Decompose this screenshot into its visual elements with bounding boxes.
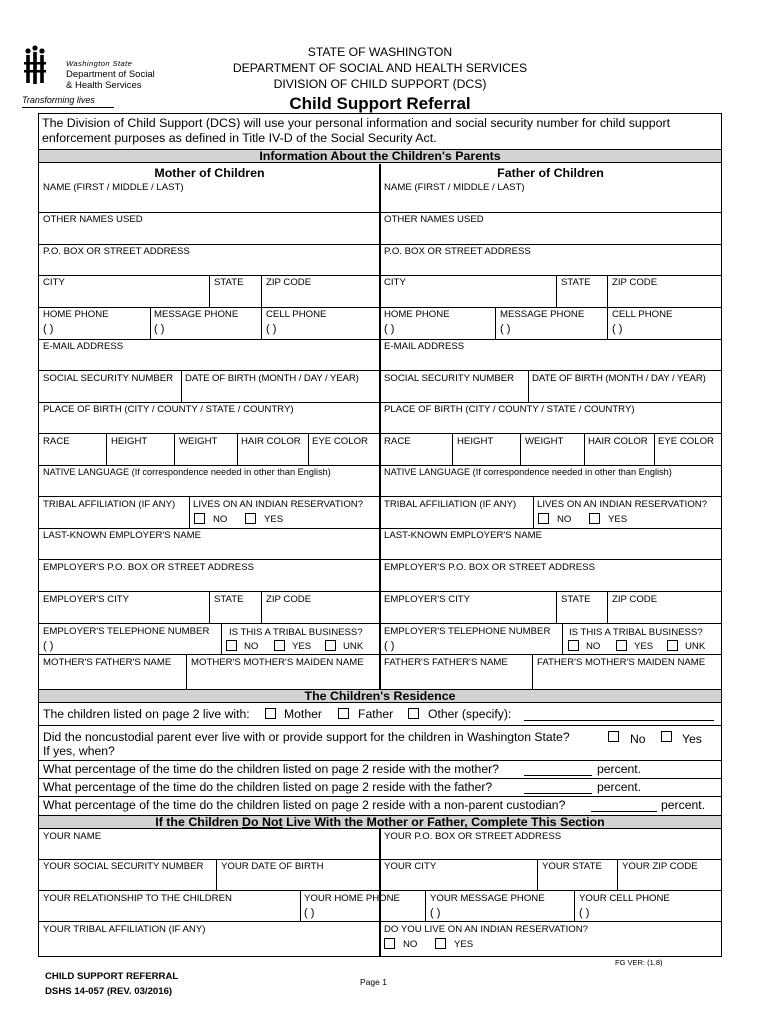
pct-nonparent-line[interactable] bbox=[591, 811, 657, 812]
mother-reservation-yes-label: YES bbox=[264, 514, 284, 525]
custodian-title-underline: Do Not bbox=[242, 815, 283, 829]
cell-divider bbox=[520, 433, 521, 465]
father-city-label: CITY bbox=[384, 277, 406, 288]
logo-tagline: Transforming lives bbox=[22, 95, 95, 105]
father-heading: Father of Children bbox=[497, 166, 604, 180]
mother-employer-label: LAST-KNOWN EMPLOYER'S NAME bbox=[43, 530, 202, 541]
cell-divider bbox=[532, 654, 533, 689]
mother-tribal-business-yes-label: YES bbox=[292, 641, 312, 652]
father-employer-label: LAST-KNOWN EMPLOYER'S NAME bbox=[384, 530, 543, 541]
pct-father-line[interactable] bbox=[524, 793, 592, 794]
mother-employer-phone-label: EMPLOYER'S TELEPHONE NUMBER bbox=[43, 626, 210, 637]
father-reservation-no-checkbox[interactable] bbox=[538, 513, 549, 524]
father-employer-city-label: EMPLOYER'S CITY bbox=[384, 594, 471, 605]
father-weight-label: WEIGHT bbox=[525, 436, 564, 447]
header-state: STATE OF WASHINGTON bbox=[307, 45, 453, 59]
live-with-mother-label: Mother bbox=[284, 707, 322, 721]
father-home-area-code: ( ) bbox=[384, 323, 395, 335]
header-department: DEPARTMENT OF SOCIAL AND HEALTH SERVICES bbox=[232, 61, 528, 75]
live-with-father-checkbox[interactable] bbox=[338, 708, 349, 719]
cell-divider bbox=[556, 275, 557, 307]
support-yes-label: Yes bbox=[682, 732, 702, 746]
mother-state-label: STATE bbox=[214, 277, 244, 288]
row-line bbox=[39, 244, 721, 245]
father-mother-maiden-label: FATHER'S MOTHER'S MAIDEN NAME bbox=[537, 657, 706, 668]
cell-divider bbox=[308, 433, 309, 465]
father-employer-area-code: ( ) bbox=[384, 640, 395, 652]
mother-pob-label: PLACE OF BIRTH (CITY / COUNTY / STATE / COUNTRY) bbox=[43, 404, 294, 415]
mother-tribal-business-no-label: NO bbox=[244, 641, 259, 652]
your-home-phone-label: YOUR HOME PHONE bbox=[304, 893, 400, 904]
cell-divider bbox=[209, 275, 210, 307]
father-reservation-yes-label: YES bbox=[608, 514, 628, 525]
mother-home-area-code: ( ) bbox=[43, 323, 54, 335]
mother-message-area-code: ( ) bbox=[154, 323, 165, 335]
your-city-label: YOUR CITY bbox=[384, 861, 437, 872]
mother-tribal-label: TRIBAL AFFILIATION (IF ANY) bbox=[43, 499, 176, 510]
row-line bbox=[39, 370, 721, 371]
mother-other-names-label: OTHER NAMES USED bbox=[43, 214, 143, 225]
cell-divider bbox=[607, 275, 608, 307]
mother-reservation-no-checkbox[interactable] bbox=[194, 513, 205, 524]
column-divider bbox=[379, 164, 381, 689]
row-line bbox=[39, 623, 721, 624]
row-line bbox=[39, 796, 721, 797]
father-employer-address-label: EMPLOYER'S P.O. BOX OR STREET ADDRESS bbox=[384, 562, 596, 573]
mother-home-phone-label: HOME PHONE bbox=[43, 309, 109, 320]
father-zip-label: ZIP CODE bbox=[612, 277, 658, 288]
father-tribal-business-no-label: NO bbox=[586, 641, 601, 652]
father-cell-phone-label: CELL PHONE bbox=[612, 309, 673, 320]
form-title: Child Support Referral bbox=[289, 94, 471, 113]
row-line bbox=[39, 307, 721, 308]
logo-underline bbox=[22, 107, 114, 108]
your-relationship-label: YOUR RELATIONSHIP TO THE CHILDREN bbox=[43, 893, 232, 904]
mother-tribal-business-yes-checkbox[interactable] bbox=[274, 640, 285, 651]
your-message-phone-label: YOUR MESSAGE PHONE bbox=[430, 893, 545, 904]
father-tribal-business-yes-label: YES bbox=[634, 641, 654, 652]
father-tribal-business-unk-checkbox[interactable] bbox=[667, 640, 678, 651]
support-when-question: If yes, when? bbox=[43, 744, 115, 758]
row-line bbox=[39, 725, 721, 726]
mother-reservation-yes-checkbox[interactable] bbox=[245, 513, 256, 524]
father-tribal-business-label: IS THIS A TRIBAL BUSINESS? bbox=[569, 627, 703, 638]
father-home-phone-label: HOME PHONE bbox=[384, 309, 450, 320]
cell-divider bbox=[584, 433, 585, 465]
cell-divider bbox=[261, 307, 262, 339]
cell-divider bbox=[425, 890, 426, 921]
row-line bbox=[39, 528, 721, 529]
cell-divider bbox=[607, 307, 608, 339]
cell-divider bbox=[654, 433, 655, 465]
cell-divider bbox=[537, 859, 538, 890]
father-reservation-label: LIVES ON AN INDIAN RESERVATION? bbox=[537, 499, 708, 510]
father-state-label: STATE bbox=[561, 277, 591, 288]
custodian-title-pre: If the Children bbox=[155, 815, 243, 829]
cell-divider bbox=[216, 859, 217, 890]
row-line bbox=[39, 921, 721, 922]
parents-section-title: Information About the Children's Parents bbox=[39, 149, 721, 163]
father-cell-area-code: ( ) bbox=[612, 323, 623, 335]
row-line bbox=[39, 212, 721, 213]
father-employer-phone-label: EMPLOYER'S TELEPHONE NUMBER bbox=[384, 626, 551, 637]
mother-employer-address-label: EMPLOYER'S P.O. BOX OR STREET ADDRESS bbox=[43, 562, 255, 573]
custodian-section-title bbox=[39, 815, 721, 829]
father-tribal-business-unk-label: UNK bbox=[685, 641, 706, 652]
mother-ssn-label: SOCIAL SECURITY NUMBER bbox=[43, 373, 174, 384]
row-line bbox=[39, 654, 721, 655]
mother-tribal-business-unk-checkbox[interactable] bbox=[325, 640, 336, 651]
mother-tribal-business-label: IS THIS A TRIBAL BUSINESS? bbox=[229, 627, 363, 638]
your-address-label: YOUR P.O. BOX OR STREET ADDRESS bbox=[384, 831, 562, 842]
cell-divider bbox=[261, 275, 262, 307]
row-line bbox=[39, 402, 721, 403]
pct-mother-question: What percentage of the time do the children listed on page 2 reside with the mother? bbox=[43, 762, 499, 776]
your-dob-label: YOUR DATE OF BIRTH bbox=[221, 861, 324, 872]
footer-page-number: Page 1 bbox=[360, 977, 387, 987]
father-dob-label: DATE OF BIRTH (MONTH / DAY / YEAR) bbox=[532, 373, 706, 384]
residence-section-title: The Children's Residence bbox=[39, 689, 721, 703]
support-yes-checkbox[interactable] bbox=[661, 731, 672, 742]
father-other-names-label: OTHER NAMES USED bbox=[384, 214, 484, 225]
father-message-phone-label: MESSAGE PHONE bbox=[500, 309, 585, 320]
cell-divider bbox=[300, 890, 301, 921]
father-employer-state-label: STATE bbox=[561, 594, 591, 605]
your-reservation-yes-checkbox[interactable] bbox=[435, 938, 446, 949]
father-pob-label: PLACE OF BIRTH (CITY / COUNTY / STATE / COUNTRY) bbox=[384, 404, 635, 415]
logo-dept-text-2: & Health Services bbox=[66, 80, 142, 91]
father-height-label: HEIGHT bbox=[457, 436, 494, 447]
logo-text-block bbox=[22, 44, 172, 114]
live-with-other-label: Other (specify): bbox=[428, 707, 512, 721]
cell-divider bbox=[150, 307, 151, 339]
cell-divider bbox=[181, 370, 182, 402]
father-father-name-label: FATHER'S FATHER'S NAME bbox=[384, 657, 508, 668]
mother-city-label: CITY bbox=[43, 277, 65, 288]
your-state-label: YOUR STATE bbox=[542, 861, 602, 872]
mother-height-label: HEIGHT bbox=[111, 436, 148, 447]
father-language-label: NATIVE LANGUAGE (If correspondence needed in other than English) bbox=[384, 467, 672, 477]
mother-tribal-business-unk-label: UNK bbox=[343, 641, 364, 652]
your-message-area-code: ( ) bbox=[430, 907, 441, 919]
support-question: Did the noncustodial parent ever live with or provide support for the children in Washington State? bbox=[43, 730, 570, 744]
father-hair-label: HAIR COLOR bbox=[588, 436, 648, 447]
footer-form-name: CHILD SUPPORT REFERRAL bbox=[45, 971, 179, 982]
fg-version: FG VER: (1.8) bbox=[615, 958, 663, 967]
father-email-label: E-MAIL ADDRESS bbox=[384, 341, 465, 352]
mother-message-phone-label: MESSAGE PHONE bbox=[154, 309, 239, 320]
your-zip-label: YOUR ZIP CODE bbox=[622, 861, 698, 872]
mother-employer-area-code: ( ) bbox=[43, 640, 54, 652]
cell-divider bbox=[533, 496, 534, 528]
your-cell-phone-label: YOUR CELL PHONE bbox=[579, 893, 670, 904]
mother-tribal-business-no-checkbox[interactable] bbox=[226, 640, 237, 651]
footer-form-number: DSHS 14-057 (REV. 03/2016) bbox=[45, 986, 173, 997]
cell-divider bbox=[556, 591, 557, 623]
cell-divider bbox=[189, 496, 190, 528]
cell-divider bbox=[574, 890, 575, 921]
live-with-father-label: Father bbox=[358, 707, 394, 721]
mother-eye-label: EYE COLOR bbox=[312, 436, 368, 447]
row-line bbox=[39, 496, 721, 497]
cell-divider bbox=[495, 307, 496, 339]
mother-mother-maiden-label: MOTHER'S MOTHER'S MAIDEN NAME bbox=[191, 657, 364, 668]
your-reservation-no-checkbox[interactable] bbox=[384, 938, 395, 949]
cell-divider bbox=[261, 591, 262, 623]
mother-reservation-no-label: NO bbox=[213, 514, 228, 525]
row-line bbox=[39, 890, 721, 891]
mother-email-label: E-MAIL ADDRESS bbox=[43, 341, 124, 352]
custodian-title-post: Live With the Mother or Father, Complete This Section bbox=[282, 815, 605, 829]
mother-address-label: P.O. BOX OR STREET ADDRESS bbox=[43, 246, 190, 257]
pct-mother-line[interactable] bbox=[524, 775, 592, 776]
cell-divider bbox=[562, 623, 563, 654]
cell-divider bbox=[607, 591, 608, 623]
pct-father-unit: percent. bbox=[597, 780, 642, 794]
cell-divider bbox=[452, 433, 453, 465]
your-name-label: YOUR NAME bbox=[43, 831, 102, 842]
father-reservation-no-label: NO bbox=[557, 514, 572, 525]
row-line bbox=[39, 465, 721, 466]
mother-weight-label: WEIGHT bbox=[179, 436, 218, 447]
mother-employer-state-label: STATE bbox=[214, 594, 244, 605]
other-specify-line[interactable] bbox=[524, 720, 714, 721]
mother-name-label: NAME (FIRST / MIDDLE / LAST) bbox=[43, 182, 184, 193]
row-line bbox=[39, 591, 721, 592]
mother-heading: Mother of Children bbox=[154, 166, 265, 180]
father-tribal-label: TRIBAL AFFILIATION (IF ANY) bbox=[384, 499, 517, 510]
intro-text: The Division of Child Support (DCS) will use your personal information and social security number for child support enforcement purposes as defined in Title IV-D of the Social Security Act. bbox=[42, 116, 671, 145]
cell-divider bbox=[209, 591, 210, 623]
logo-state-text: Washington State bbox=[66, 59, 133, 68]
row-line bbox=[39, 433, 721, 434]
your-reservation-label: DO YOU LIVE ON AN INDIAN RESERVATION? bbox=[384, 924, 589, 935]
cell-divider bbox=[174, 433, 175, 465]
father-reservation-yes-checkbox[interactable] bbox=[589, 513, 600, 524]
live-with-other-checkbox[interactable] bbox=[408, 708, 419, 719]
pct-mother-unit: percent. bbox=[597, 762, 642, 776]
cell-divider bbox=[186, 654, 187, 689]
cell-divider bbox=[528, 370, 529, 402]
your-reservation-yes-label: YES bbox=[454, 939, 474, 950]
support-no-label: No bbox=[630, 732, 646, 746]
pct-father-question: What percentage of the time do the children listed on page 2 reside with the father? bbox=[43, 780, 493, 794]
mother-reservation-label: LIVES ON AN INDIAN RESERVATION? bbox=[193, 499, 364, 510]
father-race-label: RACE bbox=[384, 436, 411, 447]
father-address-label: P.O. BOX OR STREET ADDRESS bbox=[384, 246, 531, 257]
mother-employer-zip-label: ZIP CODE bbox=[266, 594, 312, 605]
support-no-checkbox[interactable] bbox=[608, 731, 619, 742]
live-with-mother-checkbox[interactable] bbox=[265, 708, 276, 719]
row-line bbox=[39, 339, 721, 340]
father-message-area-code: ( ) bbox=[500, 323, 511, 335]
mother-language-label: NATIVE LANGUAGE (If correspondence needed in other than English) bbox=[43, 467, 331, 477]
pct-nonparent-unit: percent. bbox=[661, 798, 706, 812]
your-tribal-label: YOUR TRIBAL AFFILIATION (IF ANY) bbox=[43, 924, 206, 935]
your-cell-area-code: ( ) bbox=[579, 907, 590, 919]
father-ssn-label: SOCIAL SECURITY NUMBER bbox=[384, 373, 515, 384]
your-reservation-no-label: NO bbox=[403, 939, 418, 950]
row-line bbox=[39, 760, 721, 761]
mother-dob-label: DATE OF BIRTH (MONTH / DAY / YEAR) bbox=[185, 373, 359, 384]
father-tribal-business-no-checkbox[interactable] bbox=[568, 640, 579, 651]
pct-nonparent-question: What percentage of the time do the children listed on page 2 reside with a non-parent custodian? bbox=[43, 798, 566, 812]
logo-dept-text: Department of Social bbox=[66, 69, 155, 80]
your-ssn-label: YOUR SOCIAL SECURITY NUMBER bbox=[43, 861, 204, 872]
live-with-question: The children listed on page 2 live with: bbox=[43, 707, 250, 721]
row-line bbox=[39, 559, 721, 560]
row-line bbox=[39, 275, 721, 276]
row-line bbox=[39, 778, 721, 779]
mother-cell-phone-label: CELL PHONE bbox=[266, 309, 327, 320]
cell-divider bbox=[221, 623, 222, 654]
cell-divider bbox=[106, 433, 107, 465]
cell-divider bbox=[237, 433, 238, 465]
your-home-area-code: ( ) bbox=[304, 907, 315, 919]
father-name-label: NAME (FIRST / MIDDLE / LAST) bbox=[384, 182, 525, 193]
father-eye-label: EYE COLOR bbox=[658, 436, 714, 447]
cell-divider bbox=[617, 859, 618, 890]
header-division: DIVISION OF CHILD SUPPORT (DCS) bbox=[273, 77, 487, 91]
father-tribal-business-yes-checkbox[interactable] bbox=[616, 640, 627, 651]
mother-employer-city-label: EMPLOYER'S CITY bbox=[43, 594, 130, 605]
father-employer-zip-label: ZIP CODE bbox=[612, 594, 658, 605]
mother-father-name-label: MOTHER'S FATHER'S NAME bbox=[43, 657, 172, 668]
row-line bbox=[39, 859, 721, 860]
mother-race-label: RACE bbox=[43, 436, 70, 447]
mother-zip-label: ZIP CODE bbox=[266, 277, 312, 288]
mother-cell-area-code: ( ) bbox=[266, 323, 277, 335]
mother-hair-label: HAIR COLOR bbox=[241, 436, 301, 447]
